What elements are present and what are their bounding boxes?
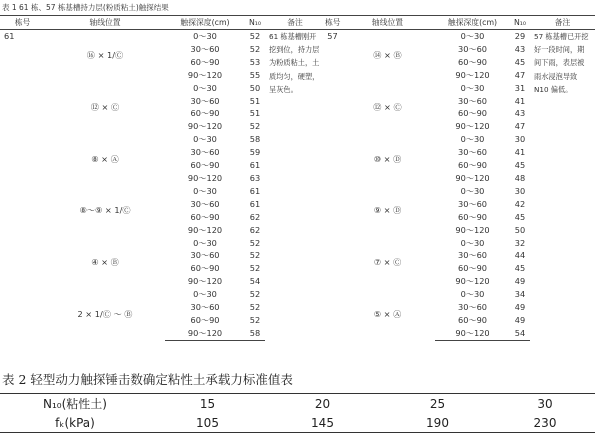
depth-cell: 30～60 — [457, 250, 488, 261]
n10-cell: 52 — [249, 250, 261, 261]
n10-cell: 29 — [514, 31, 526, 41]
table2-row-fk — [0, 413, 595, 433]
row-label: fₖ(kPa) — [0, 413, 150, 433]
depth-cell: 60～90 — [457, 56, 488, 67]
n10-cell: 43 — [514, 108, 526, 119]
depth-cell: 30～60 — [457, 198, 488, 209]
header-building-no: 栋号 — [325, 16, 340, 30]
axis-position: ⑫ × Ⓒ — [373, 101, 402, 112]
n10-cell: 43 — [514, 43, 526, 54]
depth-cell: 30～60 — [190, 147, 220, 158]
n10-cell: 52 — [249, 289, 261, 300]
header-n10: N₁₀ — [245, 16, 265, 30]
n10-cell: 49 — [514, 276, 526, 287]
value-cell: 15 — [150, 394, 265, 414]
n10-cell: 62 — [249, 224, 261, 235]
depth-cell: 60～90 — [190, 263, 220, 274]
n10-cell: 52 — [249, 314, 261, 325]
depth-cell: 60～90 — [190, 211, 220, 222]
n10-cell: 61 — [249, 185, 261, 196]
depth-cell: 60～90 — [190, 56, 220, 67]
depth-cell: 30～60 — [190, 198, 220, 209]
n10-cell: 52 — [249, 302, 261, 313]
axis-position: 2 × 1/Ⓒ ～ Ⓑ — [77, 308, 133, 319]
depth-cell: 60～90 — [457, 211, 488, 222]
axis-position: ⑧ × Ⓐ — [91, 153, 119, 164]
n10-cell: 32 — [514, 237, 526, 248]
n10-cell: 42 — [514, 198, 526, 209]
header-depth: 触探深度(cm) — [165, 16, 245, 30]
depth-cell: 60～90 — [190, 160, 220, 171]
n10-cell: 52 — [249, 263, 261, 274]
n10-cell: 52 — [249, 121, 261, 132]
n10-cell: 47 — [514, 69, 526, 80]
depth-cell: 0～30 — [460, 31, 485, 41]
axis-position: ⑩ × Ⓓ — [373, 153, 402, 164]
depth-cell: 90～120 — [187, 69, 223, 80]
n10-cell: 55 — [249, 69, 261, 80]
depth-cell: 90～120 — [455, 121, 490, 132]
n10-cell: 45 — [514, 56, 526, 67]
axis-position: ⑤ × Ⓐ — [373, 308, 402, 319]
depth-cell: 60～90 — [457, 314, 488, 325]
n10-cell: 30 — [514, 185, 526, 196]
n10-cell: 30 — [514, 134, 526, 145]
depth-cell: 60～90 — [190, 314, 220, 325]
depth-cell: 90～120 — [455, 172, 490, 183]
depth-cell: 0～30 — [460, 82, 485, 93]
value-cell: 30 — [495, 394, 595, 414]
depth-cell: 0～30 — [193, 237, 217, 248]
remark-note: 61 栋基槽刚开挖到位，持力层为粉质粘土，土质均匀，硬塑，呈灰色。 — [269, 32, 320, 94]
n10-cell: 58 — [249, 134, 261, 145]
depth-cell: 30～60 — [190, 302, 220, 313]
n10-cell: 61 — [249, 198, 261, 209]
n10-cell: 41 — [514, 147, 526, 158]
depth-cell: 0～30 — [193, 31, 217, 41]
depth-cell: 60～90 — [457, 160, 488, 171]
n10-cell: 44 — [514, 250, 526, 261]
depth-cell: 30～60 — [457, 43, 488, 54]
n10-cell: 45 — [514, 211, 526, 222]
n10-cell: 54 — [249, 276, 261, 287]
axis-position: ⑦ × Ⓒ — [373, 256, 402, 267]
n10-cell: 45 — [514, 160, 526, 171]
header-axis: 轴线位置 — [340, 16, 435, 30]
n10-cell: 31 — [514, 82, 526, 93]
value-cell: 20 — [265, 394, 380, 414]
axis-position: ⑫ × Ⓒ — [90, 101, 120, 112]
n10-cell: 49 — [514, 314, 526, 325]
depth-cell: 90～120 — [165, 327, 245, 340]
depth-cell: 0～30 — [460, 289, 485, 300]
depth-cell: 0～30 — [460, 237, 485, 248]
value-cell: 190 — [380, 413, 495, 433]
depth-cell: 30～60 — [190, 95, 220, 106]
n10-cell: 62 — [249, 211, 261, 222]
n10-cell: 53 — [249, 56, 261, 67]
n10-cell: 54 — [510, 327, 530, 340]
depth-cell: 90～120 — [435, 327, 510, 340]
axis-position: ⑨ × Ⓓ — [373, 205, 402, 216]
n10-cell: 59 — [249, 147, 261, 158]
depth-cell: 90～120 — [455, 276, 490, 287]
depth-cell: 60～90 — [457, 263, 488, 274]
table1-header-row — [0, 16, 595, 30]
depth-cell: 30～60 — [457, 302, 488, 313]
header-depth: 触探深度(cm) — [435, 16, 510, 30]
value-cell: 105 — [150, 413, 265, 433]
value-cell: 230 — [495, 413, 595, 433]
row-label: N₁₀(粘性土) — [0, 394, 150, 414]
depth-cell: 0～30 — [460, 185, 485, 196]
n10-cell: 63 — [249, 172, 261, 183]
depth-cell: 0～30 — [193, 134, 217, 145]
depth-cell: 30～60 — [190, 43, 220, 54]
building-number: 57 — [327, 31, 338, 41]
depth-cell: 0～30 — [460, 134, 485, 145]
table-row — [0, 30, 595, 43]
n10-cell: 50 — [514, 224, 526, 235]
depth-cell: 60～90 — [190, 108, 220, 119]
axis-position: ④ × Ⓑ — [91, 256, 119, 267]
depth-cell: 90～120 — [187, 121, 223, 132]
n10-cell: 47 — [514, 121, 526, 132]
header-axis: 轴线位置 — [45, 16, 165, 30]
n10-cell: 48 — [514, 172, 526, 183]
depth-cell: 90～120 — [455, 224, 490, 235]
n10-cell: 41 — [514, 95, 526, 106]
header-remark: 备注 — [265, 16, 325, 30]
n10-cell: 52 — [249, 237, 261, 248]
depth-cell: 0～30 — [193, 289, 217, 300]
table2 — [0, 393, 595, 433]
header-remark: 备注 — [530, 16, 595, 30]
table2-caption: 表 2 轻型动力触探锤击数确定粘性土承载力标准值表 — [2, 372, 293, 387]
value-cell: 25 — [380, 394, 495, 414]
depth-cell: 90～120 — [187, 276, 223, 287]
n10-cell: 52 — [249, 31, 261, 41]
building-number: 61 — [4, 31, 15, 41]
table1 — [0, 15, 595, 341]
n10-cell: 34 — [514, 289, 526, 300]
n10-cell: 52 — [249, 43, 261, 54]
depth-cell: 90～120 — [455, 69, 490, 80]
n10-cell: 50 — [249, 82, 261, 93]
axis-position: ⑯ × 1/Ⓒ — [86, 50, 124, 61]
depth-cell: 90～120 — [187, 224, 223, 235]
depth-cell: 30～60 — [190, 250, 220, 261]
table1-caption: 表 1 61 栋、57 栋基槽持力层(粉质粘土)触探结果 — [2, 3, 169, 12]
value-cell: 145 — [265, 413, 380, 433]
depth-cell: 30～60 — [457, 147, 488, 158]
axis-position: ⑭ × Ⓑ — [373, 50, 402, 61]
n10-cell: 49 — [514, 302, 526, 313]
n10-cell: 61 — [249, 160, 261, 171]
depth-cell: 30～60 — [457, 95, 488, 106]
n10-cell: 45 — [514, 263, 526, 274]
n10-cell: 58 — [245, 327, 265, 340]
depth-cell: 60～90 — [457, 108, 488, 119]
depth-cell: 0～30 — [193, 82, 217, 93]
table2-row-n10 — [0, 394, 595, 414]
depth-cell: 90～120 — [187, 172, 223, 183]
remark-note: 57 栋基槽已开挖好一段时间，期间下雨，表层被雨水浸泡导致 N10 偏低。 — [534, 32, 589, 94]
table1-body — [0, 30, 595, 341]
n10-cell: 51 — [249, 95, 261, 106]
header-n10: N₁₀ — [510, 16, 530, 30]
n10-cell: 51 — [249, 108, 261, 119]
depth-cell: 0～30 — [193, 185, 217, 196]
axis-position: ⑧～⑨ × 1/Ⓒ — [79, 205, 131, 216]
header-building-no: 栋号 — [0, 16, 45, 30]
